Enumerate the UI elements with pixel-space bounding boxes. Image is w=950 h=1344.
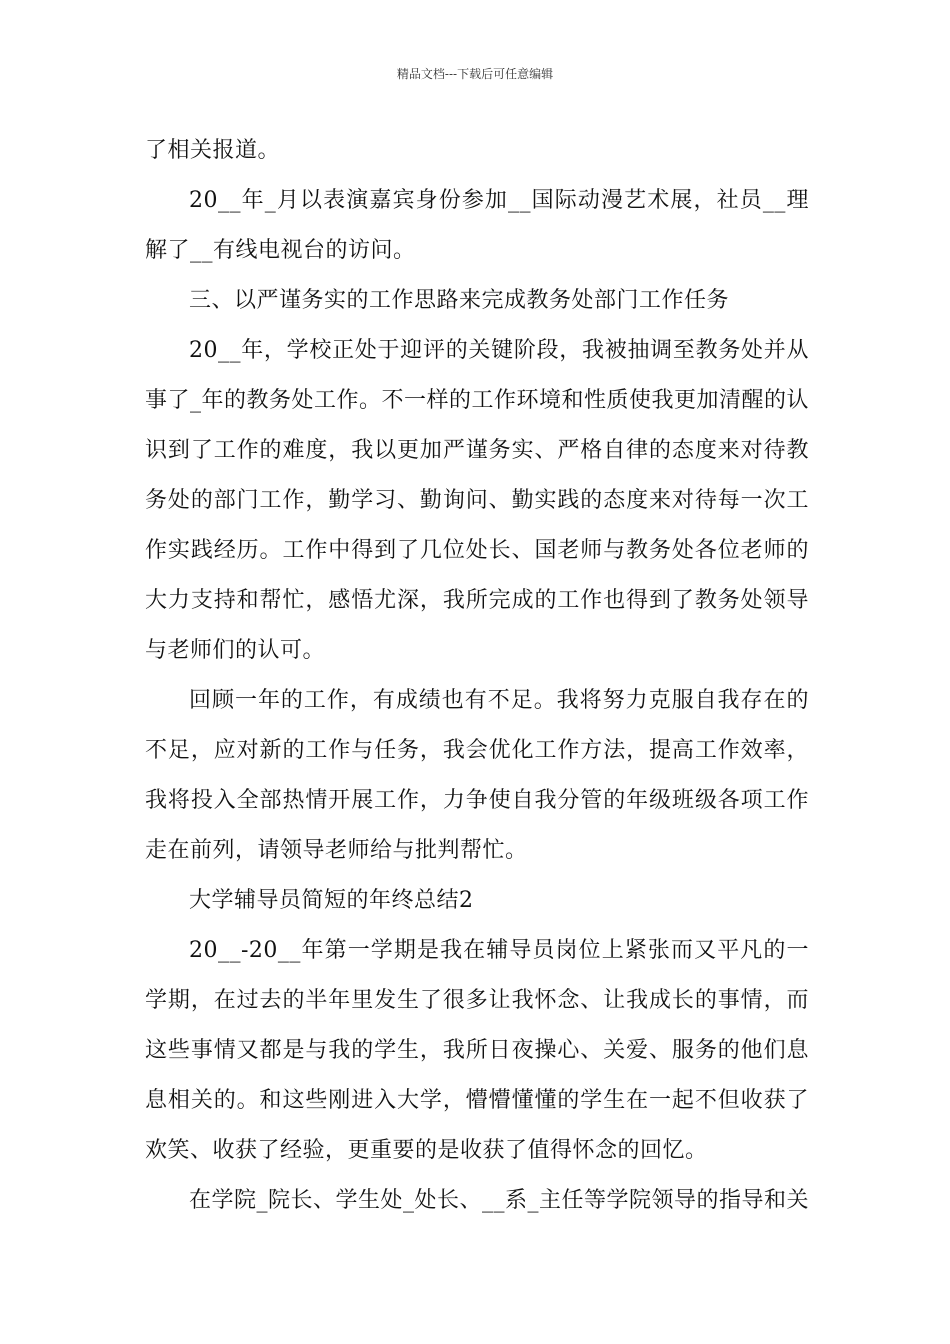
paragraph-4: 回顾一年的工作，有成绩也有不足。我将努力克服自我存在的不足，应对新的工作与任务，我会优化工作方法，提高工作效率，我将投入全部热情开展工作，力争使自我分管的年级班级各项工作走在前列，请领导老师给与批判帮忙。 <box>145 688 809 863</box>
paragraph-5: 20__-20__年第一学期是我在辅导员岗位上紧张而又平凡的一学期，在过去的半年里发生了很多让我怀念、让我成长的事情，而这些事情又都是与我的学生，我所日夜操心、关爱、服务的他们息息相关的。和这些刚进入大学，懵懵懂懂的学生在一起不但收获了欢笑、收获了经验，更重要的是收获了值得怀念的回忆。 <box>145 938 809 1163</box>
document-body <box>145 126 809 1226</box>
section-heading: 三、以严谨务实的工作思路来完成教务处部门工作任务 <box>189 288 730 313</box>
paragraph-2: 20__年_月以表演嘉宾身份参加__国际动漫艺术展，社员__理解了__有线电视台的访问。 <box>145 188 809 263</box>
paragraph-3: 20__年，学校正处于迎评的关键阶段，我被抽调至教务处并从事了_年的教务处工作。不一样的工作环境和性质使我更加清醒的认识到了工作的难度，我以更加严谨务实、严格自律的态度来对待教务处的部门工作，勤学习、勤询问、勤实践的态度来对待每一次工作实践经历。工作中得到了几位处长、国老师与教务处各位老师的大力支持和帮忙，感悟尤深，我所完成的工作也得到了教务处领导与老师们的认可。 <box>145 338 810 663</box>
article-title: 大学辅导员简短的年终总结2 <box>189 888 474 913</box>
paragraph-6: 在学院_院长、学生处_处长、__系_主任等学院领导的指导和关 <box>189 1188 810 1213</box>
paragraph-1: 了相关报道。 <box>145 138 281 163</box>
page-header: 精品文档---下载后可任意编辑 <box>396 67 554 81</box>
